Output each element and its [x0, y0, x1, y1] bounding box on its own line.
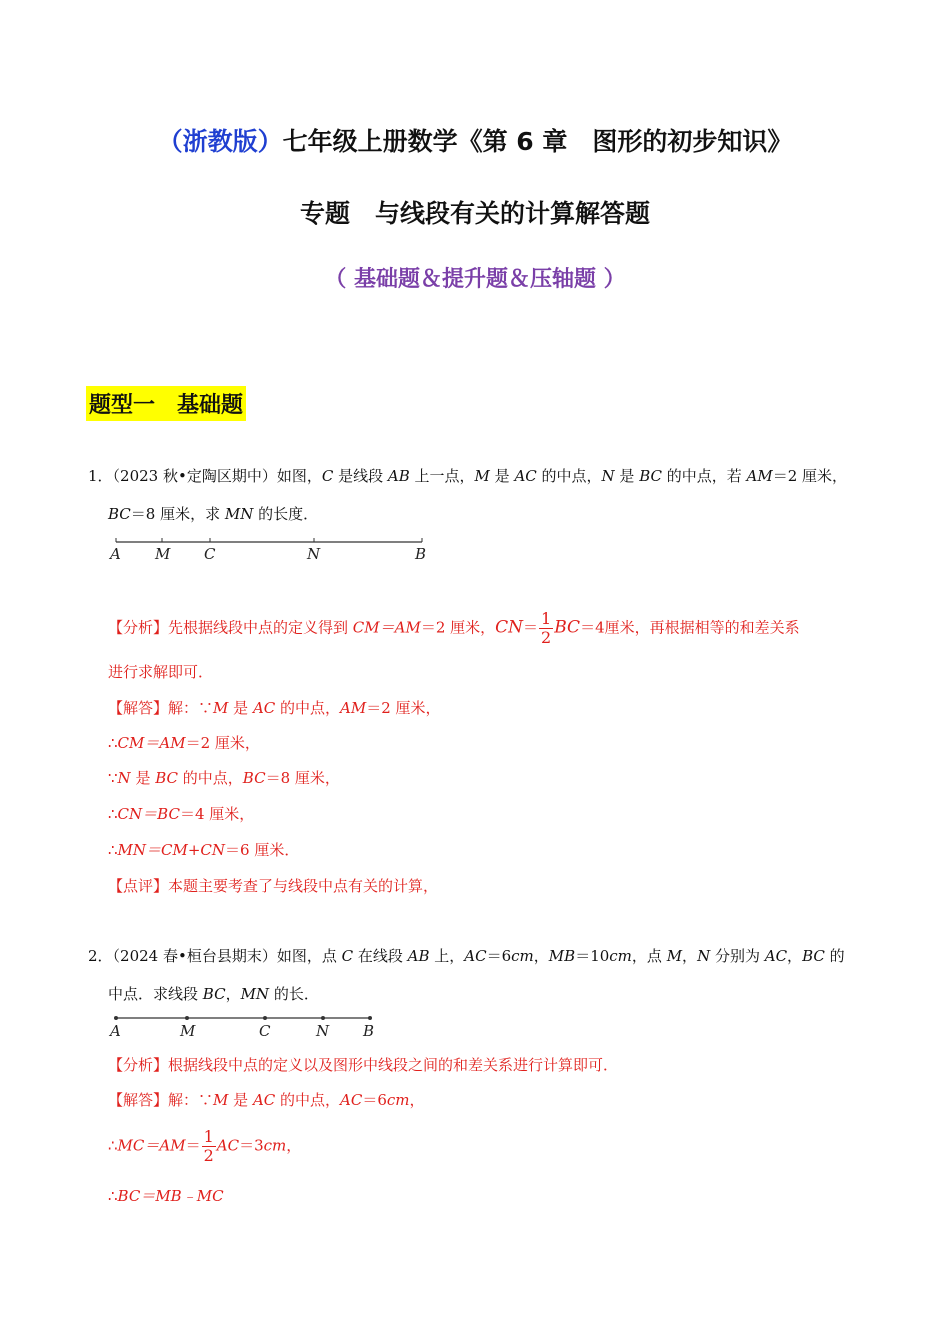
svg-text:A: A [110, 1022, 121, 1040]
title-main: 七年级上册数学《第 6 章 图形的初步知识》 [282, 127, 793, 156]
svg-text:C: C [204, 545, 216, 563]
point-B [362, 1016, 374, 1040]
q2-segment-figure [100, 1010, 390, 1042]
svg-text:B: B [363, 1022, 375, 1040]
point-A [108, 1016, 121, 1040]
q2-solution-line1: 【解答】解：∵M 是 AC 的中点，AC＝6cm， [108, 1091, 425, 1109]
q1-stem-line1: 1．（2023 秋•定陶区期中）如图，C 是线段 AB 上一点，M 是 AC 的中点，N 是 BC 的中点，若 AM＝2 厘米， [88, 467, 848, 485]
q2-solution-line3: ∴BC＝MB﹣MC [108, 1187, 224, 1205]
svg-text:M: M [155, 545, 171, 563]
point-N [315, 1016, 330, 1040]
svg-text:A: A [110, 545, 121, 563]
review-tag: 【点评】 [108, 877, 169, 895]
section-heading: 题型一 基础题 [86, 386, 246, 421]
analysis-tag: 【分析】 [108, 1056, 169, 1074]
point-C [259, 1016, 271, 1040]
fraction-half: $\frac{1}{2}$ [541, 609, 552, 647]
point-M [179, 1016, 196, 1040]
q2-source: （2024 春•桓台县期末） [112, 947, 277, 965]
document-title [0, 122, 950, 158]
q1-segment-figure [100, 530, 440, 566]
q1-solution-line1: 【解答】解：∵M 是 AC 的中点，AM＝2 厘米， [108, 699, 441, 717]
document-subtitle: 专题 与线段有关的计算解答题 [299, 199, 650, 228]
q1-stem-line2: BC＝8 厘米，求 MN 的长度． [108, 505, 319, 523]
q2-stem-line1: 2．（2024 春•桓台县期末）如图，点 C 在线段 AB 上，AC＝6cm，MB＝10cm，点 M，N 分别为 AC，BC 的 [88, 947, 845, 965]
difficulty-label: （ 基础题＆提升题＆压轴题 ） [324, 267, 626, 292]
svg-text:B: B [415, 545, 427, 563]
q1-analysis-line2: 进行求解即可． [108, 663, 214, 681]
svg-text:C: C [259, 1022, 271, 1040]
q1-solution-line2: ∴CM＝AM＝2 厘米， [108, 734, 260, 752]
q2-number: 2． [88, 947, 113, 965]
q1-solution-line3: ∵N 是 BC 的中点，BC＝8 厘米， [108, 769, 340, 787]
q2-solution-line2: ∴MC＝AM＝ $\frac{1}{2}$ AC＝3cm， [108, 1127, 302, 1165]
fraction-half: $\frac{1}{2}$ [203, 1127, 214, 1165]
title-publisher: （浙教版） [157, 127, 283, 156]
q2-stem-line2: 中点．求线段 BC，MN 的长． [108, 985, 319, 1003]
q1-number: 1． [88, 467, 113, 485]
solution-tag: 【解答】 [108, 699, 169, 717]
q1-source: （2023 秋•定陶区期中） [112, 467, 277, 485]
q2-analysis: 【分析】根据线段中点的定义以及图形中线段之间的和差关系进行计算即可． [108, 1056, 619, 1074]
svg-text:M: M [180, 1022, 196, 1040]
q1-solution-line5: ∴MN＝CM+CN＝6 厘米． [108, 841, 300, 859]
q1-solution-line4: ∴CN＝BC＝4 厘米， [108, 805, 255, 823]
q1-review: 【点评】本题主要考查了与线段中点有关的计算， [108, 877, 439, 895]
analysis-tag: 【分析】 [108, 618, 169, 637]
solution-tag: 【解答】 [108, 1091, 169, 1109]
svg-text:N: N [316, 1022, 330, 1040]
svg-text:N: N [307, 545, 321, 563]
q1-analysis: 【分析】先根据线段中点的定义得到 CM＝AM＝2 厘米，CN＝ $\frac{1}{2}$ BC＝4厘米，再根据相等的和差关系 [108, 609, 800, 647]
